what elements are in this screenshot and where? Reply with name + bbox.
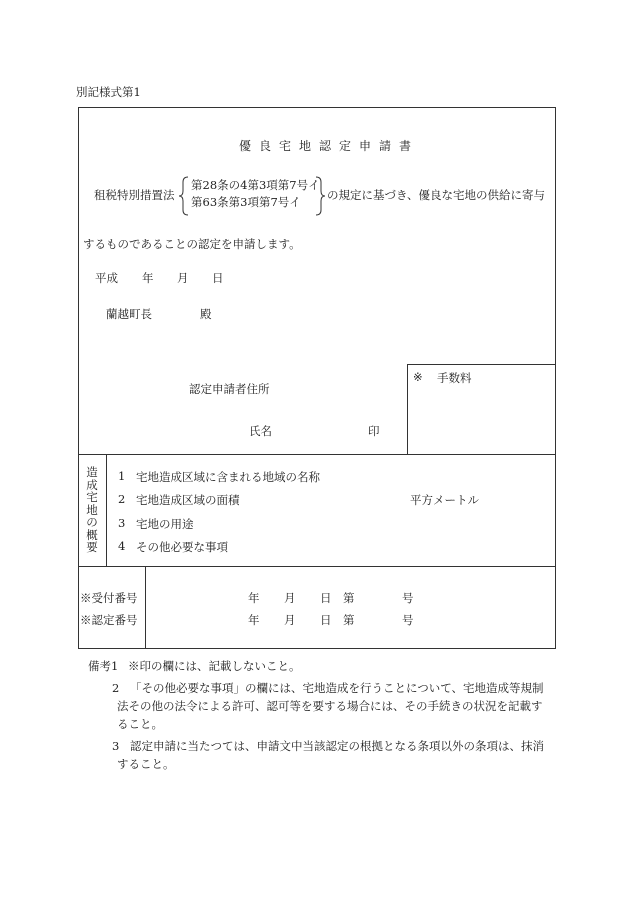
receipt-go: 号	[402, 591, 414, 605]
addressee-honorific: 殿	[200, 307, 212, 321]
overview-top-border	[78, 454, 556, 455]
right-brace-icon	[314, 176, 326, 216]
date-month: 月	[177, 271, 189, 285]
date-era: 平成	[95, 271, 118, 285]
overview-item-1-text: 宅地造成区域に含まれる地域の名称	[136, 470, 320, 484]
brace-line-2: 第63条第3項第7号イ	[191, 195, 301, 209]
overview-item-2-text: 宅地造成区域の面積	[136, 493, 240, 507]
date-year: 年	[142, 271, 154, 285]
overview-heading: 造 成 宅 地 の 概 要	[86, 465, 98, 554]
remarks-note-2-line-1: 「その他必要な事項」の欄には、宅地造成を行うことについて、宅地造成等規制	[130, 681, 544, 695]
remarks-note-2-num: 2	[112, 681, 120, 695]
receipt-day: 日	[320, 591, 332, 605]
remarks-note-2-line-2: 法その他の法令による許可、認可等を要する場合には、その手続きの状況を記載す	[117, 699, 543, 713]
overview-item-4-text: その他必要な事項	[136, 540, 228, 554]
applicant-name-label: 氏名	[249, 424, 272, 438]
form-title: 優良宅地認定申請書	[239, 139, 420, 153]
approval-go: 号	[402, 613, 414, 627]
remarks-note-3-line-2: すること。	[117, 757, 175, 771]
addressee-name: 蘭越町長	[106, 307, 152, 321]
approval-month: 月	[284, 613, 296, 627]
remarks-note-3-line-1: 認定申請に当たつては、申請文中当該認定の根拠となる条項以外の条項は、抹消	[130, 739, 544, 753]
office-label-divider	[145, 566, 146, 648]
overview-item-3-num: 3	[118, 516, 126, 530]
applicant-seal: 印	[368, 424, 380, 438]
left-brace-icon	[178, 176, 190, 216]
fee-mark: ※	[413, 370, 423, 384]
overview-item-4-num: 4	[118, 539, 126, 553]
overview-item-1-num: 1	[118, 469, 126, 483]
form-label: 別記様式第1	[76, 85, 141, 99]
remarks-note-1: ※印の欄には、記載しないこと。	[128, 659, 301, 673]
intro-line-2: するものであることの認定を申請します。	[83, 237, 301, 251]
date-day: 日	[212, 271, 224, 285]
brace-line-1: 第28条の4第3項第7号イ	[191, 178, 320, 192]
approval-dai: 第	[343, 613, 355, 627]
receipt-month: 月	[284, 591, 296, 605]
remarks-note-2-line-3: ること。	[117, 717, 163, 731]
receipt-dai: 第	[343, 591, 355, 605]
overview-heading-divider	[106, 454, 107, 566]
intro-suffix: の規定に基づき、優良な宅地の供給に寄与	[327, 188, 546, 202]
fee-box-left-border	[407, 364, 408, 454]
receipt-year: 年	[248, 591, 260, 605]
applicant-address-label: 認定申請者住所	[189, 382, 270, 396]
frame-top-border	[78, 107, 556, 108]
fee-label: 手数料	[437, 371, 472, 385]
overview-item-2-unit: 平方メートル	[410, 493, 479, 507]
approval-day: 日	[320, 613, 332, 627]
overview-item-3-text: 宅地の用途	[136, 517, 194, 531]
office-top-border	[78, 566, 556, 567]
remarks-note-3-num: 3	[112, 739, 120, 753]
approval-number-label: ※認定番号	[80, 613, 138, 627]
approval-year: 年	[248, 613, 260, 627]
remarks-heading: 備考1	[88, 659, 119, 673]
frame-bottom-border	[78, 648, 556, 649]
receipt-number-label: ※受付番号	[80, 591, 138, 605]
overview-item-2-num: 2	[118, 492, 126, 506]
fee-box-top-border	[407, 364, 555, 365]
intro-prefix: 租税特別措置法	[94, 188, 175, 202]
